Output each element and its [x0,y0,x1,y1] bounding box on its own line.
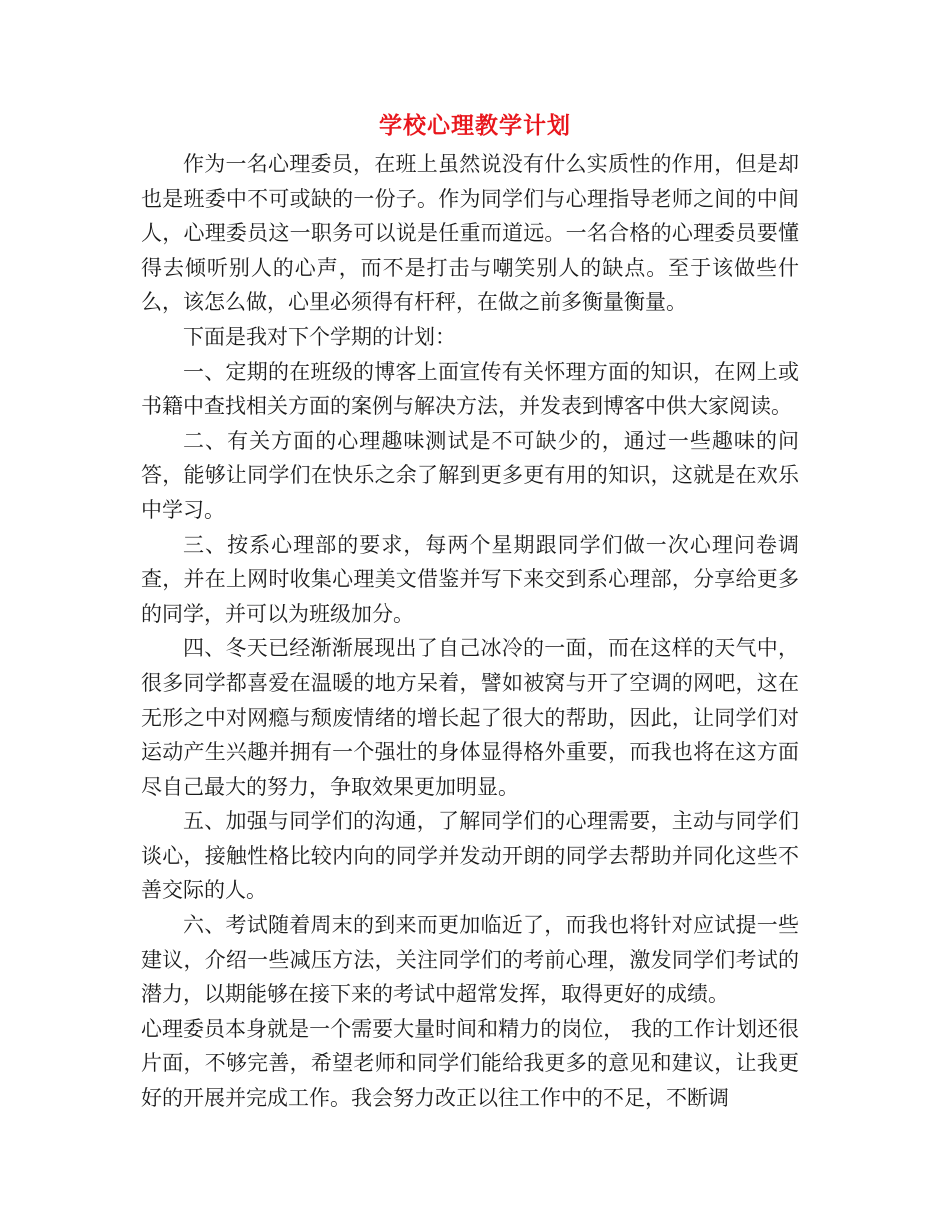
paragraph-item-5: 五、加强与同学们的沟通，了解同学们的心理需要，主动与同学们谈心，接触性格比较内向的同学并发动开朗的同学去帮助并同化这些不善交际的人。 [141,809,799,903]
paragraph-item-1: 一、定期的在班级的博客上面宣传有关怀理方面的知识，在网上或书籍中查找相关方面的案例与解决方法，并发表到博客中供大家阅读。 [141,359,799,419]
paragraph-closing: 心理委员本身就是一个需要大量时间和精力的岗位， 我的工作计划还很片面，不够完善，希望老师和同学们能给我更多的意见和建议，让我更好的开展并完成工作。我会努力改正以往工作中的不足，不断调 [141,1016,799,1111]
paragraph-item-2: 二、有关方面的心理趣味测试是不可缺少的，通过一些趣味的问答，能够让同学们在快乐之余了解到更多更有用的知识，这就是在欢乐中学习。 [141,428,799,522]
paragraph-intro: 作为一名心理委员，在班上虽然说没有什么实质性的作用，但是却也是班委中不可或缺的一份子。作为同学们与心理指导老师之间的中间人，心理委员这一职务可以说是任重而道远。一名合格的心理委员要懂得去倾听别人的心声，而不是打击与嘲笑别人的缺点。至于该做些什么，该怎么做，心里必须得有杆秤，在做之前多衡量衡量。 [141,152,799,315]
document-title: 学校心理教学计划 [379,112,571,139]
paragraph-item-3: 三、按系心理部的要求，每两个星期跟同学们做一次心理问卷调查，并在上网时收集心理美文借鉴并写下来交到系心理部，分享给更多的同学，并可以为班级加分。 [141,532,799,626]
paragraph-item-4: 四、冬天已经渐渐展现出了自己冰冷的一面，而在这样的天气中，很多同学都喜爱在温暖的地方呆着，譬如被窝与开了空调的网吧，这在无形之中对网瘾与颓废情绪的增长起了很大的帮助，因此，让同学们对运动产生兴趣并拥有一个强壮的身体显得格外重要，而我也将在这方面尽自己最大的努力，争取效果更加明显。 [141,636,799,799]
paragraph-item-6: 六、考试随着周末的到来而更加临近了，而我也将针对应试提一些建议，介绍一些减压方法，关注同学们的考前心理，激发同学们考试的潜力，以期能够在接下来的考试中超常发挥，取得更好的成绩。 [141,913,799,1007]
paragraph-plan-lead: 下面是我对下个学期的计划： [183,324,456,349]
document-body [141,147,799,1116]
